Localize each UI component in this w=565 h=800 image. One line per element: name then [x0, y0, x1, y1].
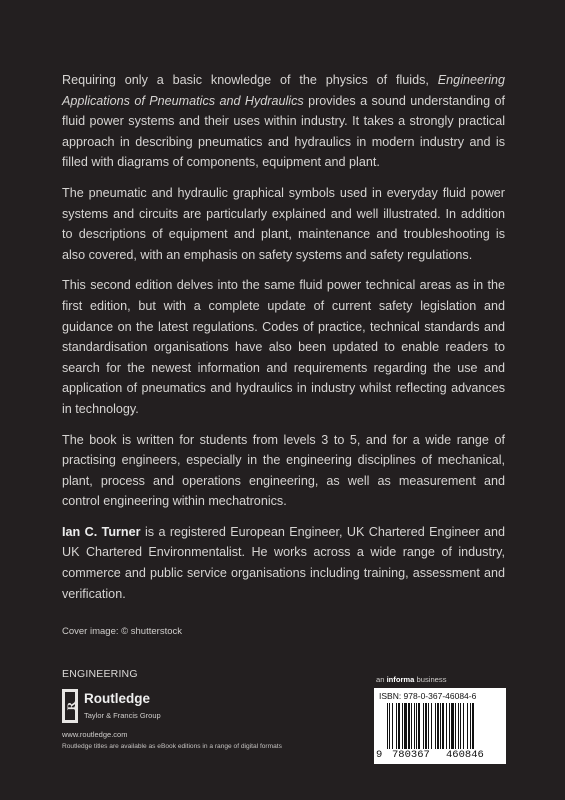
description-paragraph-4: The book is written for students from levels 3 to 5, and for a wide range of practising engineers, especially in the engineering disciplines of mechanical, plant, process and operations engineering, as well as measurement and control engineering within mechatronics.: [62, 432, 505, 509]
isbn-label: ISBN: 978-0-367-46084-6: [379, 691, 477, 701]
publisher-group: Taylor & Francis Group: [84, 711, 161, 720]
subject-category: ENGINEERING: [62, 668, 138, 680]
description-paragraph-1: [62, 70, 505, 173]
back-cover-blurb: [62, 70, 505, 614]
barcode-bars: [379, 703, 501, 749]
isbn-barcode: ISBN: 978-0-367-46084-6 9 780367 460846: [374, 688, 506, 764]
cover-image-credit: Cover image: © shutterstock: [62, 626, 182, 637]
description-paragraph-2: The pneumatic and hydraulic graphical symbols used in everyday fluid power systems and circuits are particularly explained and well illustrated. In addition to descriptions of equipment and plant, maintenance and troubleshooting is also covered, with an emphasis on safety systems and safety regulations.: [62, 185, 505, 262]
svg-text:R: R: [64, 701, 78, 711]
book-title: Engineering Applications of Pneumatics and Hydraulics: [62, 73, 505, 108]
author-bio: [62, 522, 505, 604]
routledge-logo-icon: [62, 689, 78, 723]
author-name: Ian C. Turner: [62, 524, 141, 539]
description-text: provides a sound understanding of fluid power systems and their uses within industry. It takes a strongly practical approach in describing pneumatics and hydraulics in modern industry and is filled with diagrams of components, equipment and plant.: [62, 93, 505, 170]
publisher-website: www.routledge.com: [62, 730, 128, 739]
ebook-availability-note: Routledge titles are available as eBook editions in a range of digital formats: [62, 743, 282, 750]
description-text: Requiring only a basic knowledge of the physics of fluids,: [62, 73, 438, 87]
author-bio-text: is a registered European Engineer, UK Chartered Engineer and UK Chartered Environmentalist. He works across a wide range of industry, commerce and public service organisations including training, assessment and verification.: [62, 524, 505, 601]
description-paragraph-3: This second edition delves into the same fluid power technical areas as in the first edition, but with a complete update of current safety legislation and guidance on the latest regulations. Codes of practice, technical standards and standardisation organisations have also been updated to enable readers to search for the newest information and requirements regarding the use and application of pneumatics and hydraulics in industry whilst reflecting advances in technology.: [62, 278, 505, 416]
informa-business-tag: an informa business: [376, 675, 447, 684]
publisher-name: Routledge: [84, 691, 150, 706]
